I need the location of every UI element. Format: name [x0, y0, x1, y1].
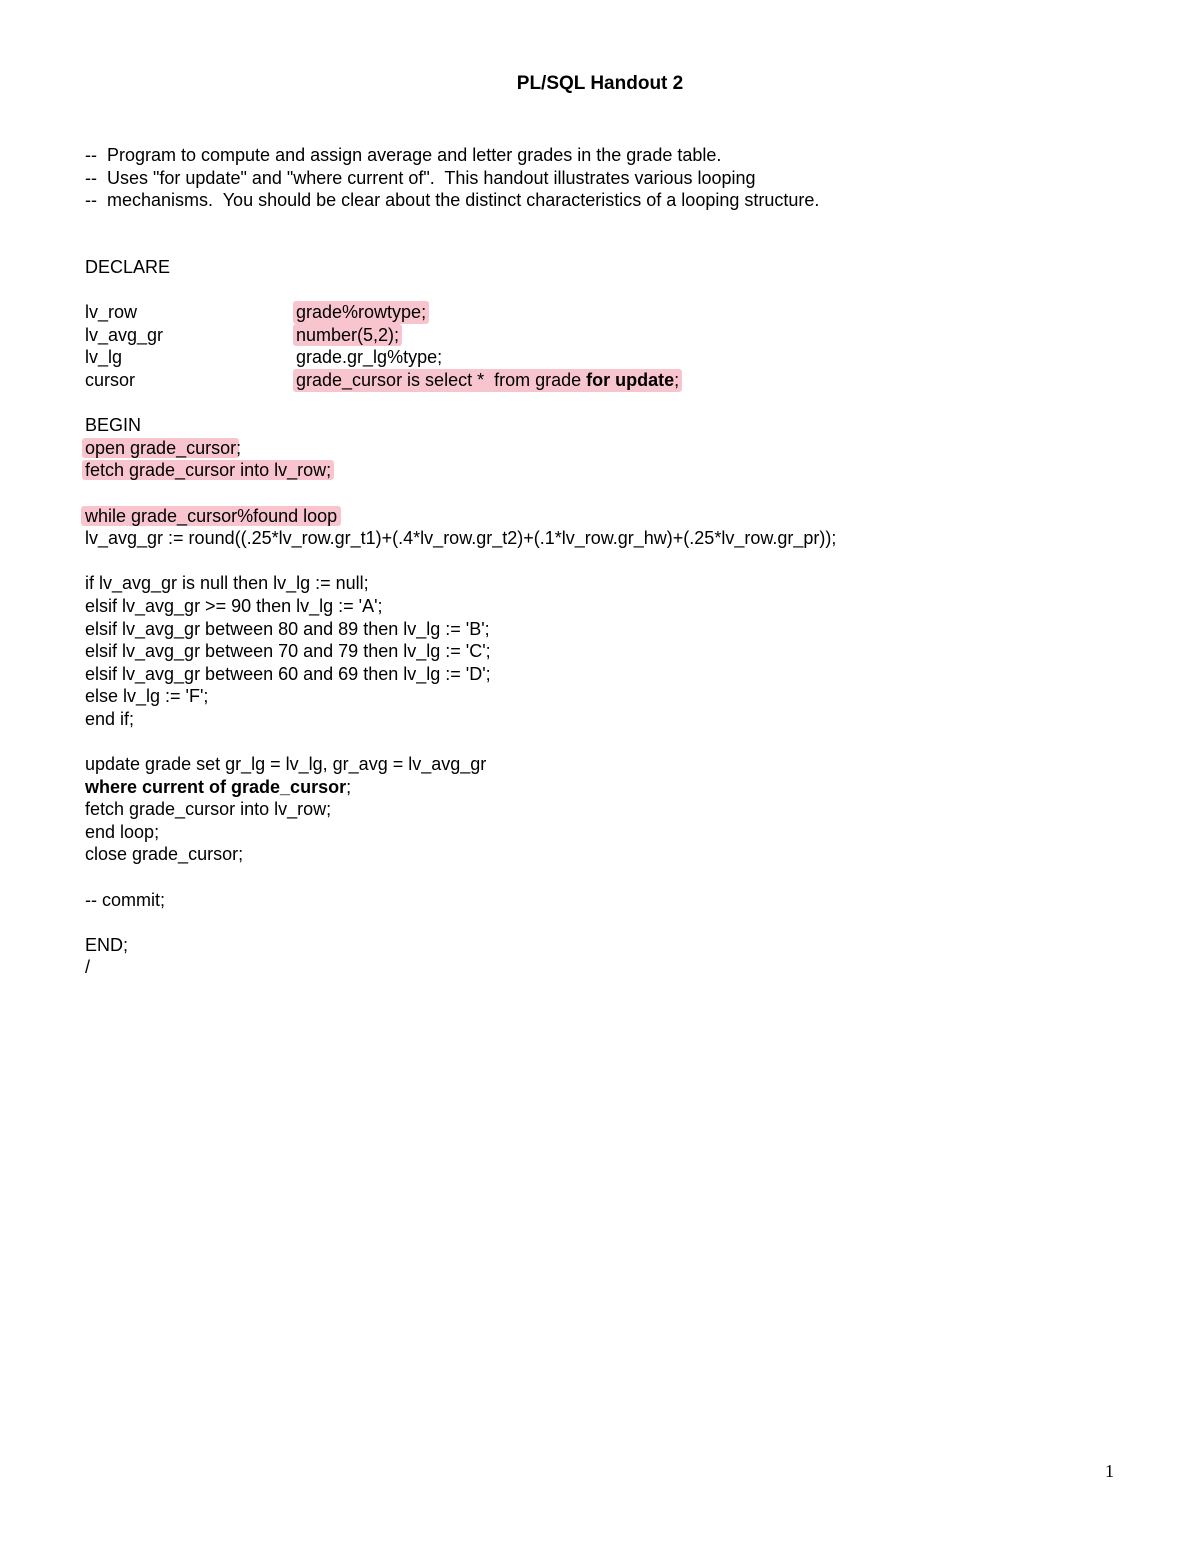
- blank-line: [85, 279, 836, 302]
- code-block: [85, 256, 836, 979]
- update-line: update grade set gr_lg = lv_lg, gr_avg = lv_avg_gr: [85, 754, 487, 775]
- comment-line-3: -- mechanisms. You should be clear about the distinct characteristics of a looping structure.: [85, 190, 820, 210]
- where-current-line: [85, 776, 836, 799]
- header-comments: [85, 144, 819, 212]
- blank-line: [85, 392, 836, 415]
- blank-line: [85, 550, 836, 573]
- declare-keyword: DECLARE: [85, 257, 171, 277]
- slash-terminator: /: [85, 957, 91, 978]
- close-cursor-line: close grade_cursor;: [85, 844, 244, 865]
- begin-keyword: BEGIN: [85, 415, 142, 436]
- open-cursor-semicolon: ;: [236, 437, 242, 458]
- else-line: else lv_lg := 'F';: [85, 686, 209, 707]
- end-loop-line: end loop;: [85, 821, 160, 842]
- while-loop-line: [85, 505, 836, 528]
- cursor-semicolon: ;: [674, 369, 680, 390]
- fetch-highlighted: fetch grade_cursor into lv_row;: [82, 460, 334, 480]
- declaration-row: [85, 324, 836, 347]
- blank-line: [85, 911, 836, 934]
- page-number: 1: [1105, 1461, 1114, 1481]
- declaration-name: lv_row: [85, 302, 138, 323]
- end-keyword: END;: [85, 934, 129, 955]
- declaration-name: cursor: [85, 369, 136, 390]
- while-loop-highlighted: while grade_cursor%found loop: [81, 506, 341, 526]
- commit-comment-line: -- commit;: [85, 889, 165, 910]
- declaration-name: lv_avg_gr: [85, 324, 164, 345]
- declaration-type-highlighted: number(5,2);: [293, 324, 402, 347]
- declaration-row: [85, 369, 836, 392]
- open-cursor-line: [85, 437, 836, 460]
- declaration-type: grade.gr_lg%type;: [296, 347, 443, 368]
- comment-line-1: -- Program to compute and assign average and letter grades in the grade table.: [85, 145, 722, 165]
- open-cursor-highlighted: open grade_cursor: [82, 438, 239, 458]
- fetch-line-first: [85, 459, 836, 482]
- fetch-line-second: fetch grade_cursor into lv_row;: [85, 799, 332, 820]
- blank-line: [85, 482, 836, 505]
- cursor-declaration-highlighted: [293, 369, 682, 392]
- for-update-keyword: for update: [586, 369, 675, 390]
- average-computation-line: lv_avg_gr := round((.25*lv_row.gr_t1)+(.4*lv_row.gr_t2)+(.1*lv_row.gr_hw)+(.25*lv_row.gr_pr));: [85, 528, 837, 549]
- cursor-select-text: grade_cursor is select * from grade: [296, 369, 587, 390]
- declaration-row: [85, 346, 836, 369]
- blank-line: [85, 730, 836, 753]
- declaration-type-highlighted: grade%rowtype;: [293, 301, 429, 324]
- where-current-keyword: where current of grade_cursor: [85, 776, 347, 797]
- if-line: if lv_avg_gr is null then lv_lg := null;: [85, 573, 369, 594]
- where-current-semicolon: ;: [346, 776, 352, 797]
- page-title: PL/SQL Handout 2: [516, 73, 684, 94]
- elsif-line: elsif lv_avg_gr between 80 and 89 then lv_lg := 'B';: [85, 618, 490, 639]
- elsif-line: elsif lv_avg_gr >= 90 then lv_lg := 'A';: [85, 595, 383, 616]
- end-if-line: end if;: [85, 708, 135, 729]
- blank-line: [85, 866, 836, 889]
- elsif-line: elsif lv_avg_gr between 70 and 79 then lv_lg := 'C';: [85, 641, 491, 662]
- declaration-name: lv_lg: [85, 347, 123, 368]
- elsif-line: elsif lv_avg_gr between 60 and 69 then lv_lg := 'D';: [85, 663, 491, 684]
- declaration-row: [85, 301, 836, 324]
- comment-line-2: -- Uses "for update" and "where current of". This handout illustrates various looping: [85, 167, 756, 188]
